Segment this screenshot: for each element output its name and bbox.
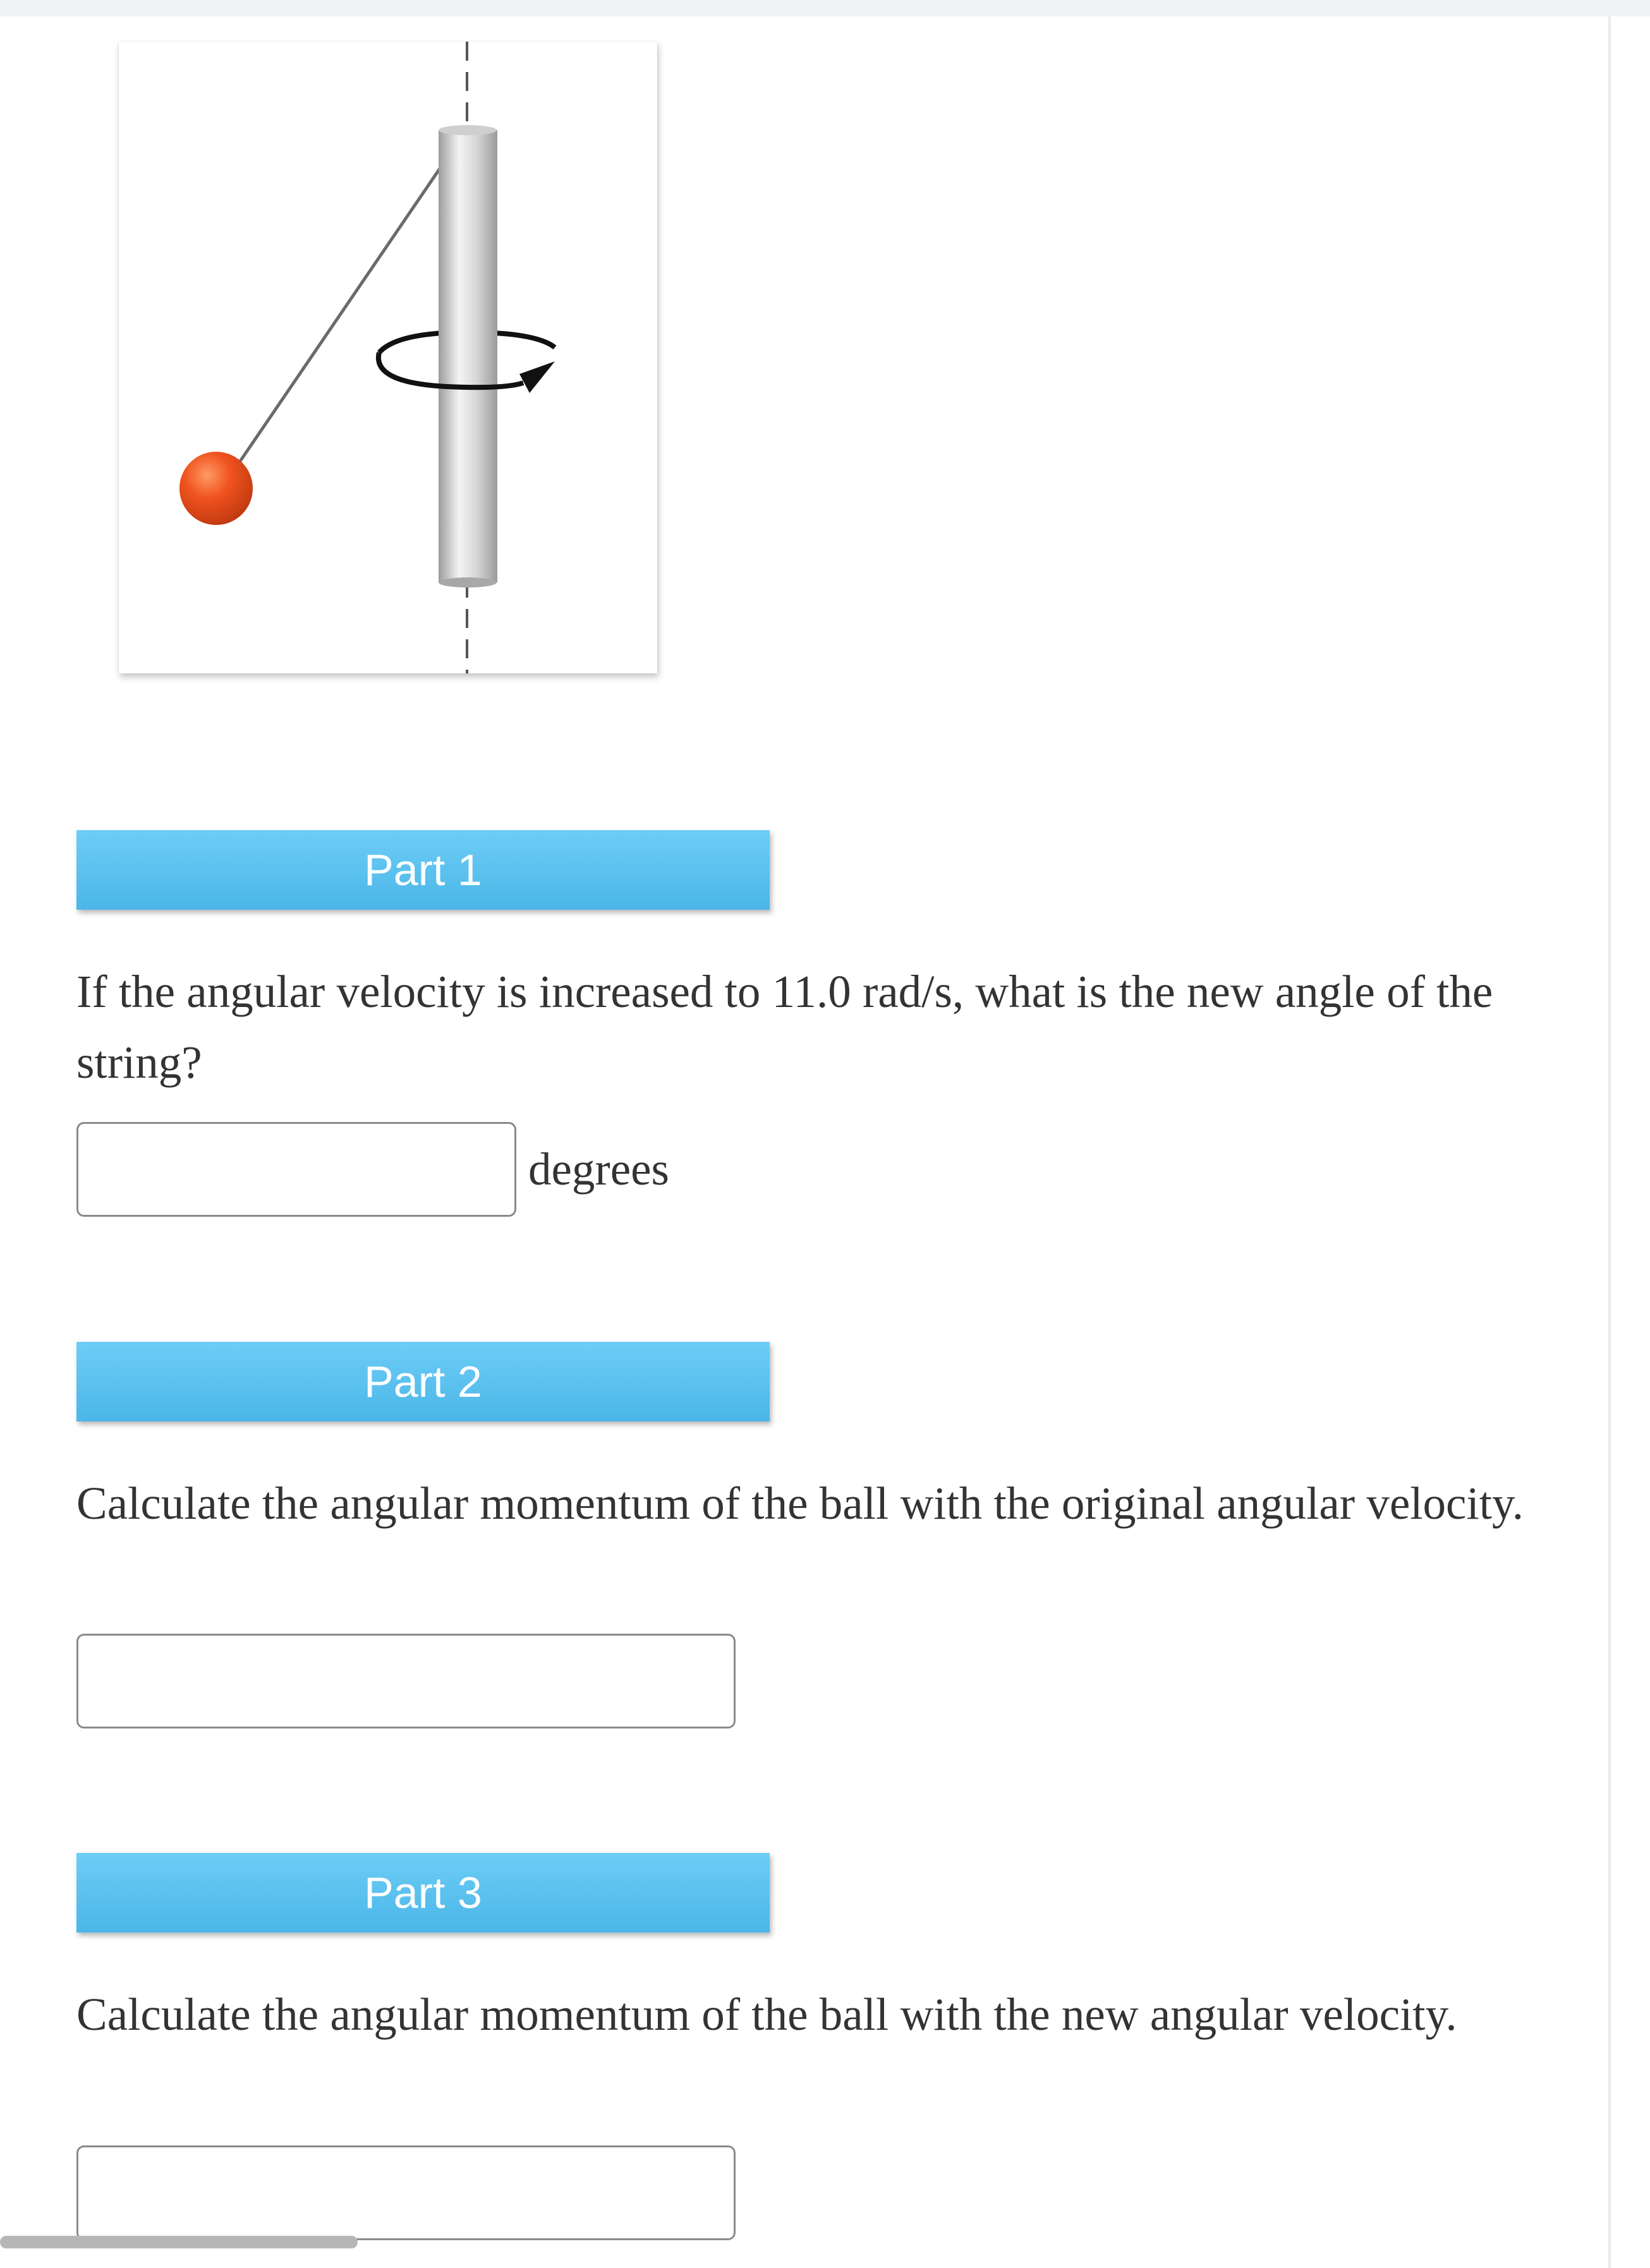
string: [221, 133, 464, 489]
pendulum-diagram: [119, 42, 657, 673]
part-1-question: If the angular velocity is increased to 11.0 rad/s, what is the new angle of the string?: [76, 966, 1493, 1088]
horizontal-scrollbar[interactable]: [0, 2236, 358, 2248]
rod-bottom: [439, 577, 497, 588]
top-toolbar-strip: [0, 0, 1650, 16]
part-1-unit-label: degrees: [528, 1143, 669, 1195]
pendulum-figure: [119, 42, 657, 673]
part-2-question: Calculate the angular momentum of the ball with the original angular velocity.: [76, 1478, 1524, 1529]
part-2-header[interactable]: Part 2: [76, 1342, 770, 1421]
content-right-border: [1608, 16, 1611, 2268]
part-3-answer-input[interactable]: [76, 2145, 736, 2240]
rotation-arrowhead: [519, 361, 555, 393]
part-1-header[interactable]: Part 1: [76, 830, 770, 910]
part-3-question: Calculate the angular momentum of the ball with the new angular velocity.: [76, 1989, 1457, 2040]
part-2-answer-input[interactable]: [76, 1634, 736, 1728]
rod-top: [439, 125, 497, 135]
rod: [439, 130, 497, 582]
part-3-header[interactable]: Part 3: [76, 1853, 770, 1933]
ball: [179, 452, 253, 525]
part-1-answer-input[interactable]: [76, 1122, 516, 1217]
